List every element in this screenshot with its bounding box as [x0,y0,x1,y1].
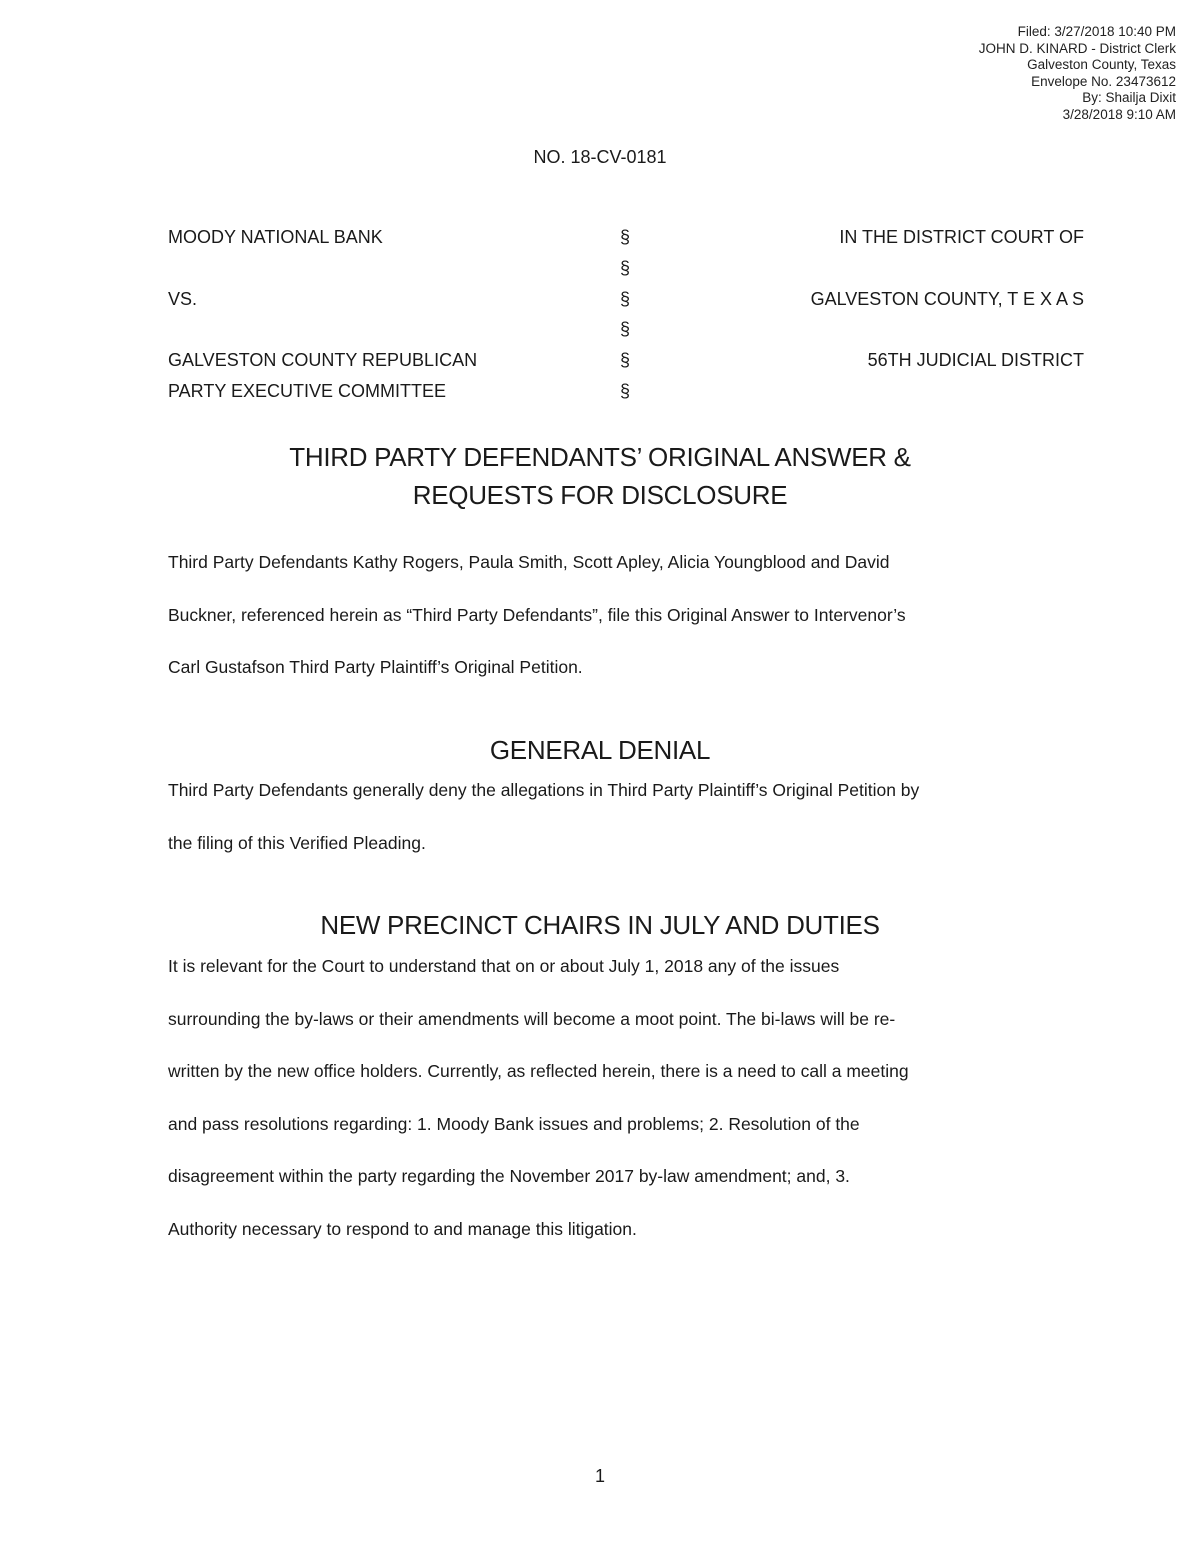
paragraph-line: Buckner, referenced herein as “Third Party Defendants”, file this Original Answer to Intervenor’s [168,604,906,625]
title-line: REQUESTS FOR DISCLOSURE [412,480,788,510]
title-line: THIRD PARTY DEFENDANTS’ ORIGINAL ANSWER & [289,442,911,472]
caption-court: GALVESTON COUNTY, T E X A S [810,288,1084,309]
caption-party: VS. [168,288,198,309]
caption-party: PARTY EXECUTIVE COMMITTEE [168,380,447,401]
page-number: 1 [594,1466,605,1486]
stamp-line: Envelope No. 23473612 [1031,73,1176,89]
stamp-line: Galveston County, Texas [1027,57,1176,72]
caption-row [168,226,1084,257]
document-title [0,438,1200,514]
paragraph-line: Third Party Defendants Kathy Rogers, Paula Smith, Scott Apley, Alicia Youngblood and David [168,552,890,572]
section-symbol: § [620,319,631,340]
paragraph-line: surrounding the by-laws or their amendments will become a moot point. The bi-laws will be re- [168,1008,896,1029]
section-symbol: § [620,350,631,371]
paragraph-line: the filing of this Verified Pleading. [168,832,426,853]
general-denial-paragraph [168,779,1048,884]
section-symbol: § [620,288,631,309]
caption-court: 56TH JUDICIAL DISTRICT [867,350,1084,371]
caption-row [168,288,1084,319]
intro-paragraph [168,551,1048,709]
section-symbol: § [620,257,631,278]
caption-row [168,318,1084,349]
caption-court: IN THE DISTRICT COURT OF [839,227,1084,247]
section-symbol: § [620,227,631,247]
general-denial-heading: GENERAL DENIAL [489,735,711,765]
paragraph-line: Third Party Defendants generally deny the allegations in Third Party Plaintiff’s Original Petition by [168,780,920,800]
case-number: NO. 18-CV-0181 [533,147,667,167]
precinct-heading: NEW PRECINCT CHAIRS IN JULY AND DUTIES [320,910,880,940]
paragraph-line: and pass resolutions regarding: 1. Moody Bank issues and problems; 2. Resolution of the [168,1113,860,1134]
paragraph-line: disagreement within the party regarding the November 2017 by-law amendment; and, 3. [168,1166,850,1186]
filing-stamp [979,24,1176,123]
paragraph-line: Carl Gustafson Third Party Plaintiff’s Original Petition. [168,657,583,677]
stamp-line: JOHN D. KINARD - District Clerk [978,40,1176,56]
section-symbol: § [620,380,631,401]
paragraph-line: Authority necessary to respond to and manage this litigation. [168,1218,637,1239]
caption-party: GALVESTON COUNTY REPUBLICAN [168,350,478,371]
caption-row [168,380,1084,411]
stamp-line: Filed: 3/27/2018 10:40 PM [1017,24,1176,39]
stamp-line: By: Shailja Dixit [1082,90,1176,105]
caption-row [168,257,1084,288]
case-caption [168,226,1084,411]
precinct-paragraph [168,955,1048,1270]
caption-party: MOODY NATIONAL BANK [168,227,383,247]
stamp-line: 3/28/2018 9:10 AM [1062,106,1176,122]
caption-row [168,349,1084,380]
paragraph-line: written by the new office holders. Currently, as reflected herein, there is a need to call a meeting [168,1061,909,1081]
paragraph-line: It is relevant for the Court to understand that on or about July 1, 2018 any of the issues [168,956,840,976]
